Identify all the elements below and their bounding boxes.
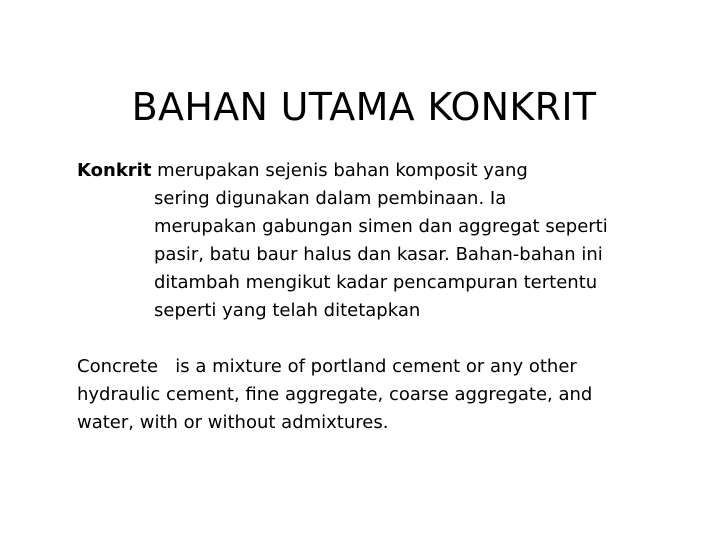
definition-english-line-1: Concrete is a mixture of portland cement or any other — [77, 356, 577, 377]
definition-english — [77, 353, 717, 437]
definition-malay-line-3: merupakan gabungan simen dan aggregat seperti — [154, 216, 608, 237]
definition-malay-line-6: seperti yang telah ditetapkan — [154, 300, 421, 321]
paragraph-spacer — [77, 325, 717, 353]
definition-malay-line-4: pasir, batu baur halus dan kasar. Bahan-bahan ini — [154, 244, 603, 265]
definition-malay — [77, 157, 717, 325]
definition-malay-text-1: merupakan sejenis bahan komposit yang — [157, 160, 528, 181]
term-konkrit: Konkrit — [77, 160, 152, 181]
slide-body — [77, 157, 717, 437]
definition-malay-line-2: sering digunakan dalam pembinaan. Ia — [154, 188, 507, 209]
slide-title: BAHAN UTAMA KONKRIT — [131, 85, 597, 129]
definition-malay-line-1 — [77, 157, 717, 185]
definition-english-line-3: water, with or without admixtures. — [77, 412, 389, 433]
definition-malay-line-5: ditambah mengikut kadar pencampuran tertentu — [154, 272, 598, 293]
definition-english-line-2: hydraulic cement, fine aggregate, coarse aggregate, and — [77, 384, 593, 405]
